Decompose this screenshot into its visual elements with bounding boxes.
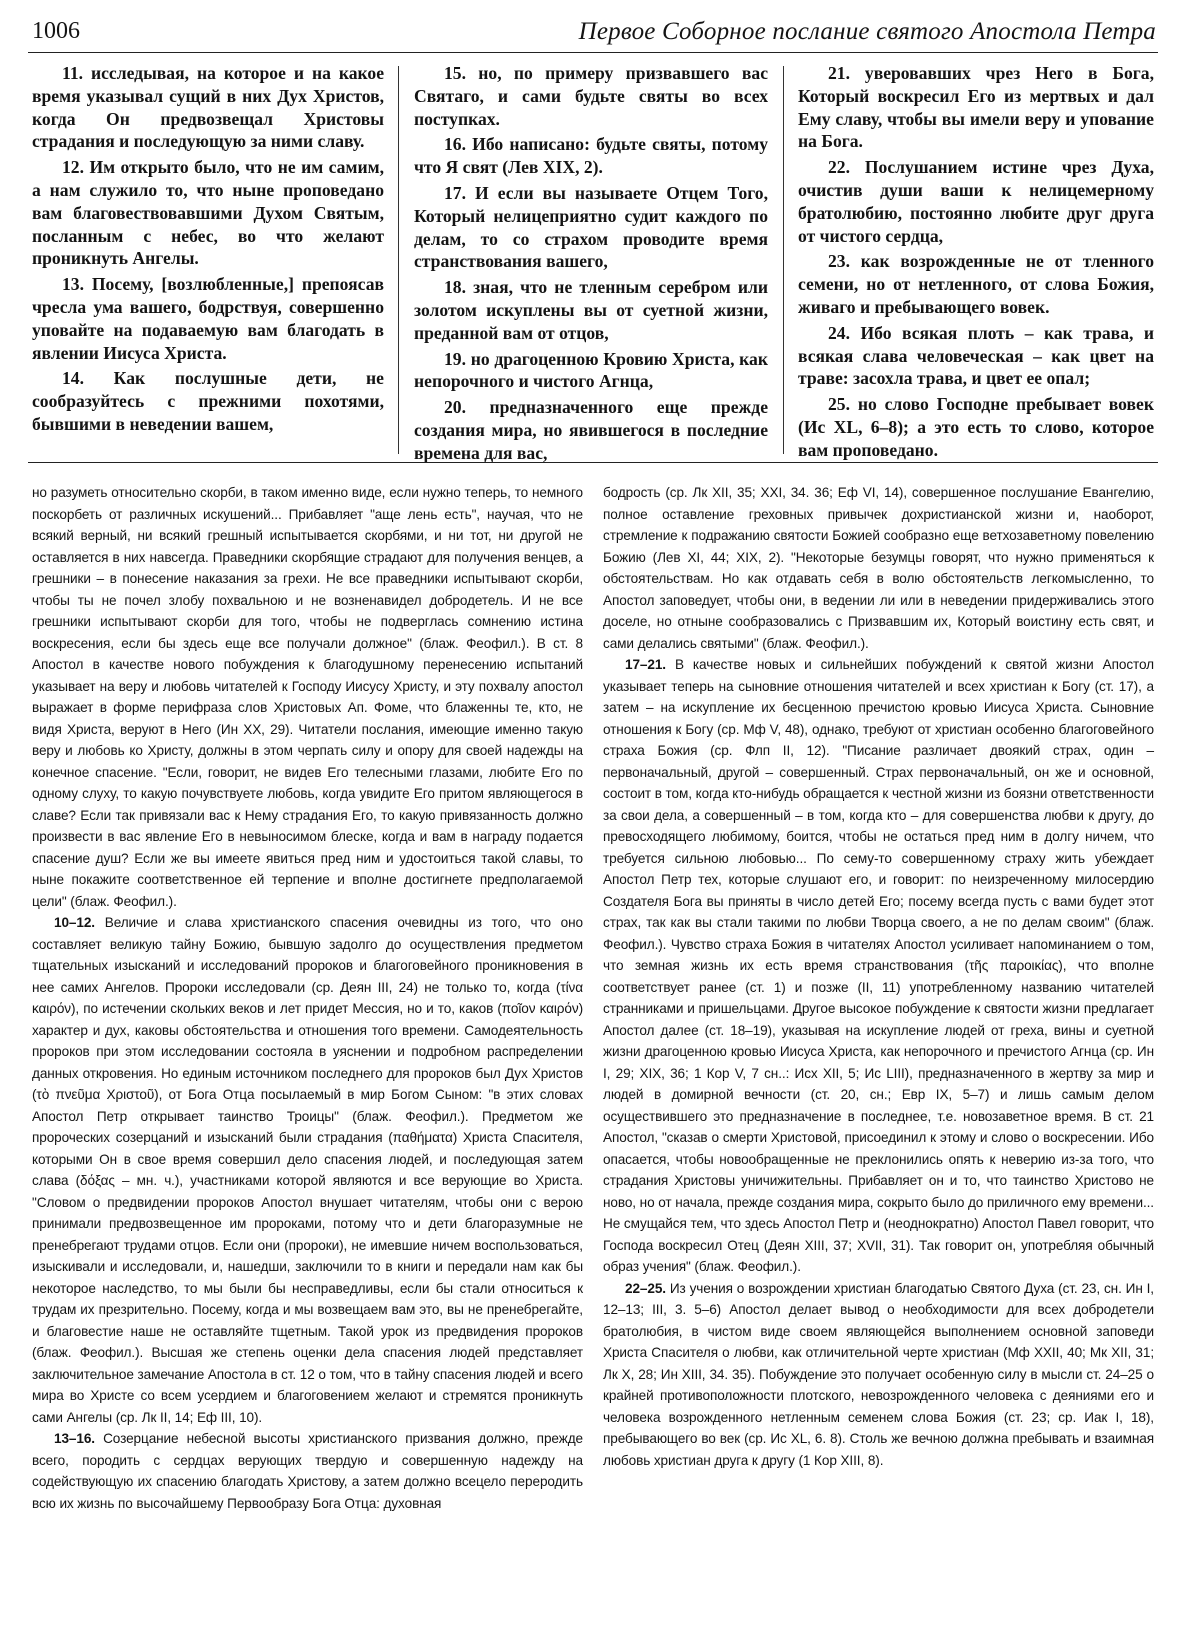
verse-range-label: 10–12. [54, 915, 95, 930]
commentary-paragraph [32, 1428, 583, 1514]
scripture-text-block [28, 62, 1158, 462]
verse-21: 21. уверовавших чрез Него в Бога, Который воскресил Его из мертвых и дал Ему славу, чтобы вы имели веру и упование на Бога. [798, 63, 1154, 152]
book-page [28, 12, 1158, 1620]
verse-16: 16. Ибо написано: будьте святы, потому что Я свят (Лев XIX, 2). [414, 134, 768, 178]
verse-23: 23. как возрожденные не от тленного семени, но от нетленного, от слова Божия, живаго и пребывающего вовек. [798, 251, 1154, 317]
commentary-text: но разуметь относительно скорби, в таком именно виде, если нужно теперь, то немного поскорбеть от различных искушений... Прибавляет "аще лень есть", научая, что не всякий верный, ни всякий грешный испытывается скорбями, и ни тот, ни другой не оставляется в них навсегда. Праведники скорбящие страдают для получения венцев, а грешники – в понесение наказания за грехи. Не все праведники испытывают скорби, чтобы ты не почел злобу похвальною и не возненавидел добродетель. И не все грешники испытывают скорби для того, чтобы не подверглась сомнению истина воскресения, если бы здесь еще все получали должное" (блаж. Феофил.). В ст. 8 Апостол в качестве нового побуждения к благодушному перенесению испытаний указывает на веру и любовь читателей к Господу Иисусу Христу, и эту похвалу апостол выражает в форме перифраза слов Христовых Ап. Фоме, что блаженны те, кто, не видя Христа, веруют в Него (Ин XX, 29). Читатели послания, имеющие именно такую веру и любовь ко Христу, должны в этом черпать силу и опору для своей надежды на конечное спасение. "Если, говорит, не видев Его телесными глазами, любите Его по одному слуху, то какую почувствуете любовь, когда увидите Его притом являющегося в славе? Если так привязали вас к Нему страдания Его, то какую привязанность должно произвести в вас явление Его в невыносимом блеске, когда и вам в награду подается спасение душ? Если же вы имеете явиться пред ним и удостоиться такой славы, то ныне покажите соответственное ей терпение и вполне достигнете предполагаемой цели" (блаж. Феофил.). [32, 485, 583, 909]
commentary-text: Из учения о возрождении христиан благодатью Святого Духа (ст. 23, сн. Ин I, 12–13; III, 3. 5–6) Апостол делает вывод о необходимости для всех добродетели братолюбия, в чистом виде своем являющейся выполнением основной заповеди Христа Спасителя о любви, как отличительной черте христиан (Мф XXII, 40; Мк XII, 31; Лк X, 28; Ин XIII, 34. 35). Побуждение это получает особенную силу в мысли ст. 24–25 о крайней противоположности плотского, невозрожденного человека с деяниями его и человека возрожденного нетленным семенем слова Божия (ст. 23; ср. Иак I, 18), пребывающего во век (ср. Ис XL, 6. 8). Столь же вечною должна пребывать и взаимная любовь христиан друга к другу (1 Кор XIII, 8). [603, 1280, 1154, 1468]
verse-14: 14. Как послушные дети, не сообразуйтесь с прежними похотями, бывшими в неведении вашем, [32, 368, 384, 434]
verse-19: 19. но драгоценною Кровию Христа, как непорочного и чистого Агнца, [414, 348, 768, 392]
commentary-paragraph [32, 482, 583, 912]
column-divider [783, 66, 784, 454]
scripture-column-1 [32, 62, 384, 460]
commentary-text: Созерцание небесной высоты христианского призвания должно, прежде всего, породить с сердцах верующих твердую и совершенную надежду на содействующую их спасению благодать Христову, а затем должно всецело переродить всю их жизнь по высочайшему Первообразу Бога Отца: духовная [32, 1431, 583, 1511]
commentary-text: В качестве новых и сильнейших побуждений к святой жизни Апостол указывает теперь на сыновние отношения читателей и всех христиан к Богу (ст. 17), а затем – на искупление их бесценною пречистою кровью Иисуса Христа. Сыновние отношения к Богу (ср. Мф V, 48), однако, требуют от христиан особенно благоговейного страха Божия (ср. Флп II, 12). "Писание различает двоякий страх, один – первоначальный, другой – совершенный. Страх первоначальный, он же и основной, состоит в том, когда кто-нибудь обращается к честной жизни из боязни ответственности за свои дела, а совершенный – в том, когда кто – для совершенства любви к другу, до превосходящего любимому, боится, чтобы не остаться пред ним в долгу ничем, что требуется сильною любовью... По сему-то совершенному страху жить убеждает Апостол Петр тех, которые слушают его, и говорит: по неизреченному милосердию Создателя Бога вы приняты в число детей Его; посему всегда пусть с вами будет этот страх, так как вы стали такими по любви Творца своего, а не по делам своим" (блаж. Феофил.). Чувство страха Божия в читателях Апостол усиливает напоминанием о том, что земная жизнь их есть время странствования (τῆς παροικίας), что вполне соответствует ранее (ст. 1) и позже (II, 11) употребленному названию читателей странниками и пришельцами. Другое высокое побуждение к святости жизни предлагает Апостол далее (ст. 18–19), указывая на искупление людей от греха, вины и суетной жизни драгоценною кровью Иисуса Христа, как непорочного и пречистого Агнца (ср. Ин I, 29; XIX, 36; 1 Кор V, 7 сн..: Исх XII, 5; Ис LIII), предназначенного в жертву за мир и людей в домирной вечности (ст. 20, сн.; Евр IX, 5–7) и лишь самым делом осуществившего это предназначение в последнее, т.е. новозаветное время. В ст. 21 Апостол, "сказав о смерти Христовой, присоединил к этому и слово о воскресении. Ибо опасается, чтобы новообращенные не преклонились опять к неверию из-за того, что страдания Христовы уничижительны. Прибавляет он и то, что таинство Христово не ново, но от начала, прежде создания мира, сокрыто было до приличного ему времени... Не смущайся тем, что здесь Апостол Петр и (неоднократно) Апостол Павел говорит, что Господа воскресил Отец (Деян XIII, 37; XVII, 31). Так говорит он, употребляя обычный образ учения" (блаж. Феофил.). [603, 657, 1154, 1274]
commentary-text: Величие и слава христианского спасения очевидны из того, что оно составляет великую тайну Божию, бывшую задолго до осуществления предметом тщательных изысканий и исследований пророков и благоговейного проникновения в нее самих Ангелов. Пророки исследовали (ср. Деян III, 24) не только то, когда (τίνα καιρόν), по истечении скольких веков и лет придет Мессия, но и то, каков (ποῖον καιρόν) характер и дух, каковы обстоятельства и отношения того времени. Самодеятельность пророков при этом исследовании состояла в уяснении и подробном распределении данных откровения. Но единым источником последнего для пророков был Дух Христов (τὸ πνεῦμα Χριστοῦ), от Бога Отца посылаемый в мир Богом Сыном: "в этих словах Апостол Петр открывает таинство Троицы" (блаж. Феофил.). Предметом же пророческих созерцаний и изысканий были страдания (παθήματα) Христа Спасителя, которыми Он в свое время совершил дело спасения людей, и последующая затем слава (δόξας – мн. ч.), участниками которой являются и все верующие во Христа. "Словом о предвидении пророков Апостол внушает читателям, чтобы они с верою принимали предвозвещенное им пророками, потому что и дети благоразумные не пренебрегают трудами отцов. Если они (пророки), не имевшие ничем воспользоваться, изыскивали и исследовали, и, нашедши, заключили то в книги и передали нам как бы некоторое наследство, то мы были бы несправедливы, если бы стали относиться к трудам их презрительно. Посему, когда и мы возвещаем вам это, вы не пренебрегайте, и благовестие наше не оставляйте тщетным. Такой урок из предвидения пророков (блаж. Феофил.). Высшая же степень оценки дела спасения людей представляет заключительное замечание Апостола в ст. 12 о том, что в тайну спасения людей и всего мира во Христе со всем усердием и благоговением желают и стремятся проникнуть сами Ангелы (ср. Лк II, 14; Еф III, 10). [32, 915, 583, 1425]
verse-15: 15. но, по примеру призвавшего вас Святаго, и сами будьте святы во всех поступках. [414, 63, 768, 129]
verse-11: 11. исследывая, на которое и на какое время указывал сущий в них Дух Христов, когда Он предвозвещал Христовы страдания и последующую за ними славу. [32, 63, 384, 152]
verse-13: 13. Посему, [возлюбленные,] препоясав чресла ума вашего, бодрствуя, совершенно уповайте на подаваемую вам благодать в явлении Иисуса Христа. [32, 274, 384, 363]
verse-25: 25. но слово Господне пребывает вовек (Ис XL, 6–8); а это есть то слово, которое вам проповедано. [798, 394, 1154, 460]
commentary-paragraph [603, 482, 1154, 654]
header-rule [28, 52, 1158, 53]
verse-range-label: 22–25. [625, 1280, 666, 1296]
verse-20: 20. предназначенного еще прежде создания мира, но явившегося в последние времена для вас, [414, 397, 768, 463]
verse-22: 22. Послушанием истине чрез Духа, очистив души ваши к нелицемерному братолюбию, постоянно любите друг друга от чистого сердца, [798, 157, 1154, 246]
commentary-text: бодрость (ср. Лк XII, 35; XXI, 34. 36; Еф VI, 14), совершенное послушание Евангелию, полное оставление греховных привычек дохристианской жизни и, наоборот, стремление к подражанию святости Божией сообразно еще ветхозаветному повелению Божию (Лев XI, 44; XIX, 2). "Некоторые безумцы говорят, что нужно применяться к обстоятельствам. Но как отдавать себя в волю обстоятельств легкомысленно, то Апостол заповедует, чтобы они, в ведении ли или в неведении придерживались этого доселе, но отныне сообразовались с Призвавшим их, Который воистину есть свят, и сами делались святыми" (блаж. Феофил.). [603, 485, 1154, 651]
page-header [28, 12, 1158, 56]
verse-18: 18. зная, что не тленным серебром или золотом искуплены вы от суетной жизни, преданной вам от отцов, [414, 277, 768, 343]
commentary-column-1 [32, 482, 583, 1616]
commentary-paragraph [603, 1278, 1154, 1472]
commentary-paragraph [32, 912, 583, 1428]
column-divider [398, 66, 399, 454]
verse-range-label: 13–16. [54, 1431, 95, 1446]
verse-24: 24. Ибо всякая плоть – как трава, и всякая слава человеческая – как цвет на траве: засохла трава, и цвет ее опал; [798, 322, 1154, 389]
running-title: Первое Соборное послание святого Апостола Петра [578, 18, 1156, 45]
commentary-paragraph [603, 654, 1154, 1278]
scripture-column-2 [414, 62, 768, 463]
scripture-bottom-rule [28, 462, 1158, 463]
page-number: 1006 [32, 18, 80, 44]
scripture-column-3 [798, 62, 1154, 460]
verse-range-label: 17–21. [625, 657, 666, 672]
verse-12: 12. Им открыто было, что не им самим, а нам служило то, что ныне проповедано вам благовествовавшими Духом Святым, посланным с небес, во что желают проникнуть Ангелы. [32, 157, 384, 269]
commentary-column-2 [603, 482, 1154, 1616]
commentary-block [28, 482, 1158, 1618]
verse-17: 17. И если вы называете Отцем Того, Который нелицеприятно судит каждого по делам, то со страхом проводите время странствования вашего, [414, 182, 768, 272]
